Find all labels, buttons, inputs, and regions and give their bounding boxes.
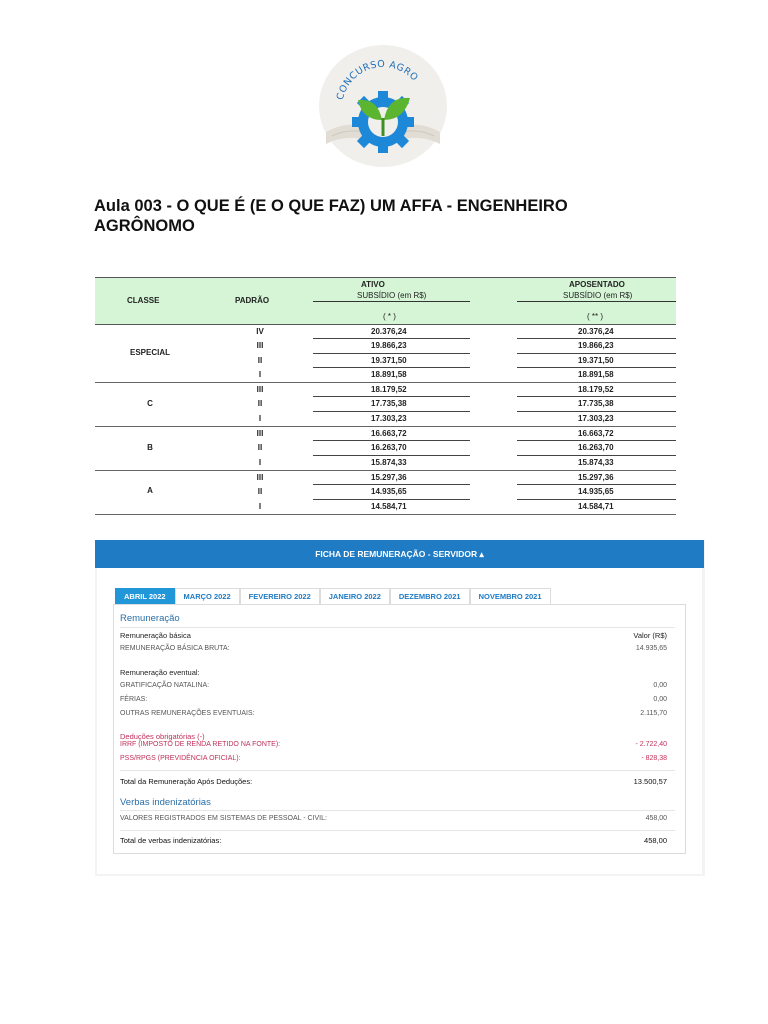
ativo-cell: 15.297,36 — [371, 472, 407, 482]
natalina-value: 0,00 — [653, 682, 667, 689]
classe-group — [95, 471, 676, 515]
table-row — [95, 412, 676, 426]
tab-dezembro-2021[interactable]: DEZEMBRO 2021 — [390, 588, 470, 604]
header-aposentado-rule — [517, 301, 676, 302]
pss-label: PSS/RPGS (PREVIDÊNCIA OFICIAL): — [120, 755, 241, 762]
outras-value: 2.115,70 — [640, 710, 667, 717]
irrf-value: - 2.722,40 — [635, 741, 667, 748]
month-tabs — [115, 588, 551, 604]
aposentado-cell: 14.935,65 — [578, 487, 614, 497]
classe-label: A — [147, 486, 153, 496]
ativo-cell: 19.866,23 — [371, 341, 407, 351]
bruta-label: REMUNERAÇÃO BÁSICA BRUTA: — [120, 645, 230, 652]
table-row — [95, 441, 676, 455]
table-row — [95, 354, 676, 368]
total-verbas-value: 458,00 — [644, 836, 667, 845]
tab-fevereiro-2022[interactable]: FEVEREIRO 2022 — [240, 588, 320, 604]
tab-março-2022[interactable]: MARÇO 2022 — [175, 588, 240, 604]
ativo-cell: 14.584,71 — [371, 501, 407, 511]
aposentado-cell: 20.376,24 — [578, 327, 614, 336]
classe-label: B — [147, 442, 153, 452]
total-verbas-label: Total de verbas indenizatórias: — [120, 836, 222, 845]
divider — [120, 627, 675, 628]
aposentado-cell: 16.663,72 — [578, 429, 614, 439]
classe-label: C — [147, 398, 153, 408]
aposentado-cell: 14.584,71 — [578, 501, 614, 511]
aposentado-cell: 19.866,23 — [578, 341, 614, 351]
aposentado-cell: 19.371,50 — [578, 355, 614, 365]
padrao-cell: I — [258, 369, 262, 379]
table-row — [95, 427, 676, 441]
ficha-remuneracao-panel — [95, 540, 705, 876]
divider — [120, 830, 675, 831]
header-ativo-note: ( * ) — [383, 312, 396, 321]
aposentado-cell: 17.303,23 — [578, 413, 614, 423]
ficha-toggle-bar[interactable]: FICHA DE REMUNERAÇÃO - SERVIDOR ▴ — [95, 540, 704, 568]
aposentado-cell: 15.297,36 — [578, 472, 614, 482]
padrao-cell: I — [258, 501, 262, 511]
padrao-cell: III — [256, 385, 264, 395]
valor-header: Valor (R$) — [633, 631, 667, 640]
total-remuneracao-label: Total da Remuneração Após Deduções: — [120, 777, 253, 786]
total-remuneracao-value: 13.500,57 — [633, 777, 667, 786]
pss-value: - 828,38 — [641, 755, 667, 762]
salary-table — [95, 277, 676, 515]
registrados-value: 458,00 — [645, 815, 667, 822]
aposentado-cell: 15.874,33 — [578, 457, 614, 467]
header-ativo: ATIVO — [361, 280, 385, 289]
remuneracao-heading: Remuneração — [120, 613, 180, 624]
ativo-cell: 15.874,33 — [371, 457, 407, 467]
page-title: Aula 003 - O QUE É (E O QUE FAZ) UM AFFA - ENGENHEIRO AGRÔNOMO — [94, 197, 568, 235]
table-row — [95, 456, 676, 470]
padrao-cell: III — [256, 341, 264, 351]
salary-table-body — [95, 325, 676, 515]
table-row — [95, 471, 676, 485]
logo-text: CONCURSO AGRO — [334, 58, 421, 102]
tab-novembro-2021[interactable]: NOVEMBRO 2021 — [470, 588, 551, 604]
padrao-cell: II — [257, 399, 263, 409]
irrf-label: IRRF (IMPOSTO DE RENDA RETIDO NA FONTE): — [120, 741, 281, 748]
ativo-cell: 17.735,38 — [371, 399, 407, 409]
deducoes-label: Deduções obrigatórias (-) — [120, 732, 205, 741]
header-ativo-rule — [313, 301, 470, 302]
aposentado-cell: 18.179,52 — [578, 385, 614, 395]
classe-group — [95, 325, 676, 383]
table-row — [95, 383, 676, 397]
header-aposentado-subsidio: SUBSÍDIO (em R$) — [563, 291, 633, 300]
ativo-cell: 16.263,70 — [371, 443, 407, 453]
header-aposentado: APOSENTADO — [569, 280, 625, 289]
ferias-label: FÉRIAS: — [120, 696, 148, 703]
classe-group — [95, 427, 676, 471]
registrados-label: VALORES REGISTRADOS EM SISTEMAS DE PESSOAL - CIVIL: — [120, 815, 327, 822]
ativo-cell: 14.935,65 — [371, 487, 407, 497]
table-row — [95, 339, 676, 353]
padrao-cell: II — [257, 487, 263, 497]
aposentado-cell: 18.891,58 — [578, 369, 614, 379]
table-row — [95, 325, 676, 339]
table-row — [95, 500, 676, 514]
ativo-cell: 20.376,24 — [371, 327, 407, 336]
remuneracao-card — [113, 604, 686, 854]
remuneracao-eventual-label: Remuneração eventual: — [120, 668, 200, 677]
padrao-cell: III — [256, 472, 264, 482]
ativo-cell: 18.891,58 — [371, 369, 407, 379]
outras-label: OUTRAS REMUNERAÇÕES EVENTUAIS: — [120, 710, 255, 717]
ativo-cell: 17.303,23 — [371, 413, 407, 423]
bruta-value: 14.935,65 — [635, 645, 667, 652]
table-row — [95, 397, 676, 411]
logo-emblem-icon — [318, 44, 448, 168]
header-aposentado-note: ( ** ) — [587, 312, 603, 321]
ativo-cell: 18.179,52 — [371, 385, 407, 395]
natalina-label: GRATIFICAÇÃO NATALINA: — [120, 682, 210, 689]
tab-janeiro-2022[interactable]: JANEIRO 2022 — [320, 588, 390, 604]
header-padrao: PADRÃO — [235, 296, 270, 305]
ficha-content — [97, 568, 702, 874]
aposentado-cell: 17.735,38 — [578, 399, 614, 409]
verbas-heading: Verbas indenizatórias — [120, 797, 211, 808]
tab-abril-2022[interactable]: ABRIL 2022 — [115, 588, 175, 604]
classe-group — [95, 383, 676, 427]
ativo-cell: 16.663,72 — [371, 429, 407, 439]
ativo-cell: 19.371,50 — [371, 355, 407, 365]
salary-table-header — [95, 277, 676, 325]
padrao-cell: II — [257, 355, 263, 365]
padrao-cell: I — [258, 457, 262, 467]
header-ativo-subsidio: SUBSÍDIO (em R$) — [357, 291, 427, 300]
padrao-cell: IV — [256, 327, 264, 336]
padrao-cell: III — [256, 429, 264, 439]
table-row — [95, 485, 676, 499]
ferias-value: 0,00 — [653, 696, 667, 703]
padrao-cell: II — [257, 443, 263, 453]
header-classe: CLASSE — [127, 296, 160, 305]
classe-label: ESPECIAL — [129, 347, 170, 357]
divider — [120, 810, 675, 811]
remuneracao-basica-label: Remuneração básica — [120, 631, 191, 640]
concurso-agro-logo — [318, 44, 448, 168]
table-row — [95, 368, 676, 382]
aposentado-cell: 16.263,70 — [578, 443, 614, 453]
padrao-cell: I — [258, 413, 262, 423]
divider — [120, 770, 675, 771]
